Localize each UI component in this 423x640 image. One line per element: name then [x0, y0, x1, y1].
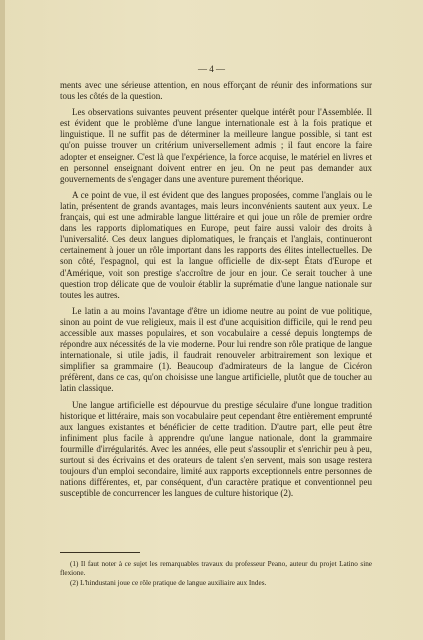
paragraph-5: Une langue artificielle est dépourvue du prestige séculaire d'une longue tradition historique et littéraire, mais son vocabulaire peut cependant être entièrement emprunté aux langues existantes et bénéficier de cette tradition. D'autre part, elle peut être infiniment plus facile à apprendre qu'une langue nationale, dont la grammaire fourmille d'irrégularités. Avec les années, elle peut s'assouplir et s'enrichir peu à peu, surtout si des écrivains et des orateurs de talent s'en servent, mais son usage restera toujours d'un emploi secondaire, limité aux rapports exceptionnels entre personnes de nations différentes, et, par conséquent, d'un caractère pratique et conventionnel peu susceptible de concurrencer les langues de culture historique (2). [60, 399, 372, 499]
footnote-2: (2) L'hindustani joue ce rôle pratique de langue auxiliaire aux Indes. [70, 579, 267, 587]
footnote-1: (1) Il faut noter à ce sujet les remarquables travaux du professeur Peano, auteur du projet Latino sine flexione. [60, 560, 372, 577]
paragraph-1: ments avec une sérieuse attention, en nous efforçant de réunir des informations sur tous les côtés de la question. [60, 80, 372, 102]
paragraph-3: A ce point de vue, il est évident que des langues proposées, comme l'anglais ou le latin, présentent de grands avantages, mais leurs inconvénients sautent aux yeux. Le français, qui est une admirable langue littéraire et qui joue un rôle de premier ordre dans les rapports diplomatiques en Europe, peut faire aussi valoir des droits à l'universalité. Ces deux langues diplomatiques, le français et l'anglais, continueront certainement à jouer un rôle important dans les rapports des élites intellectuelles. De son côté, l'espagnol, qui est la langue officielle de dix-sept États d'Europe et d'Amérique, voit son prestige s'accroître de jour en jour. Ce serait toucher à une question trop délicate que de vouloir établir la suprématie d'une langue nationale sur toutes les autres. [60, 189, 372, 300]
paragraph-2: Les observations suivantes peuvent présenter quelque intérêt pour l'Assemblée. Il est évident que le problème d'une langue internationale est à la fois pratique et linguistique. Il ne suffit pas de déterminer la meilleure langue possible, si tant est qu'on puisse trouver un critérium universellement admis ; il faut encore la faire adopter et enseigner. C'est là que l'expérience, la force acquise, le matériel en livres et en personnel enseignant doivent entrer en jeu. On ne peut pas demander aux gouvernements de s'engager dans une aventure purement théorique. [60, 107, 372, 184]
page-edge [0, 0, 5, 640]
paragraph-4: Le latin a au moins l'avantage d'être un idiome neutre au point de vue politique, sinon au point de vue religieux, mais il est d'une acquisition difficile, qui le rend peu accessible aux masses populaires, et son vocabulaire a cessé depuis longtemps de répondre aux nécessités de la vie moderne. Pour lui rendre son rôle pratique de langue internationale, si utile jadis, il faudrait renouveler arbitrairement son lexique et simplifier sa grammaire (1). Beaucoup d'admirateurs de la langue de Cicéron préfèrent, dans ce cas, qu'on choisisse une langue artificielle, plutôt que de toucher au latin classique. [60, 305, 372, 394]
footnotes [60, 560, 372, 589]
footnote-rule [60, 552, 140, 553]
body-text [60, 80, 372, 504]
page-number: — 4 — [198, 64, 225, 74]
